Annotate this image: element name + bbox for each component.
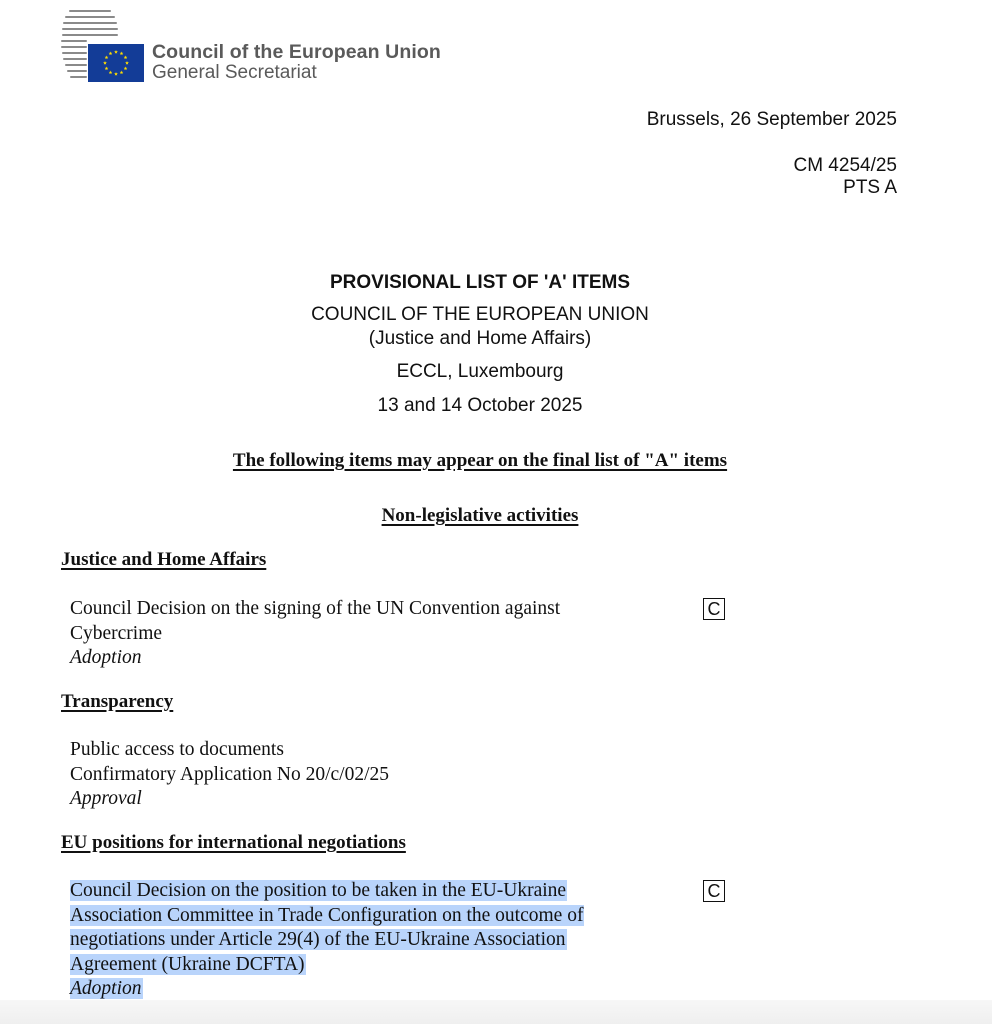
agenda-item-public-access (70, 738, 630, 812)
section-heading-transparency: Transparency (61, 691, 174, 712)
council-logo (60, 8, 480, 84)
star-icon (125, 61, 129, 65)
agenda-item-ukraine-dcfta[interactable] (70, 879, 630, 1002)
council-configuration: (Justice and Home Affairs) (368, 328, 592, 349)
intro-heading-wrap (0, 450, 960, 472)
selected-text-line[interactable]: Council Decision on the position to be taken in the EU-Ukraine (70, 880, 567, 901)
org-name: Council of the European Union (152, 41, 441, 63)
intro-heading: The following items may appear on the final list of "A" items (232, 450, 728, 471)
category-heading: Non-legislative activities (381, 505, 579, 526)
item-line: Council Decision on the signing of the UN Convention against (70, 598, 561, 619)
selected-text-line[interactable]: negotiations under Article 29(4) of the EU-Ukraine Association (70, 929, 566, 950)
selected-text-line[interactable]: Agreement (Ukraine DCFTA) (70, 953, 305, 975)
star-icon (103, 61, 107, 65)
star-icon (105, 56, 109, 60)
org-subtitle: General Secretariat (152, 62, 317, 83)
section-heading-eu-positions: EU positions for international negotiations (61, 832, 406, 853)
document-reference: CM 4254/25 (793, 155, 897, 176)
star-icon (124, 56, 128, 60)
star-icon (105, 67, 109, 71)
document-code: PTS A (843, 177, 897, 198)
item-line: Public access to documents (70, 739, 284, 760)
category-heading-wrap (0, 505, 960, 527)
selected-text-line[interactable]: Association Committee in Trade Configuration on the outcome of (70, 904, 584, 926)
star-icon (109, 71, 113, 75)
item-line: Confirmatory Application No 20/c/02/25 (70, 763, 389, 785)
star-icon (114, 50, 118, 54)
eu-flag-icon (88, 44, 144, 82)
viewer-bottom-bar (0, 1000, 992, 1024)
item-action[interactable]: Adoption (70, 978, 142, 999)
star-icon (109, 51, 113, 55)
c-marker-badge: C (703, 880, 725, 902)
star-icon (114, 72, 118, 76)
star-icon (120, 51, 124, 55)
section-heading-justice: Justice and Home Affairs (61, 549, 267, 570)
item-action: Approval (70, 788, 142, 809)
star-icon (120, 71, 124, 75)
council-name: COUNCIL OF THE EUROPEAN UNION (311, 304, 649, 325)
place-date: Brussels, 26 September 2025 (646, 109, 897, 130)
meeting-date: 13 and 14 October 2025 (377, 395, 583, 416)
star-icon (124, 67, 128, 71)
document-title: PROVISIONAL LIST OF 'A' ITEMS (329, 272, 631, 293)
c-marker-badge: C (703, 598, 725, 620)
item-line: Cybercrime (70, 622, 163, 644)
item-action: Adoption (70, 647, 142, 668)
meeting-venue: ECCL, Luxembourg (396, 361, 564, 382)
agenda-item-cybercrime (70, 597, 630, 671)
reference-block (793, 155, 897, 199)
